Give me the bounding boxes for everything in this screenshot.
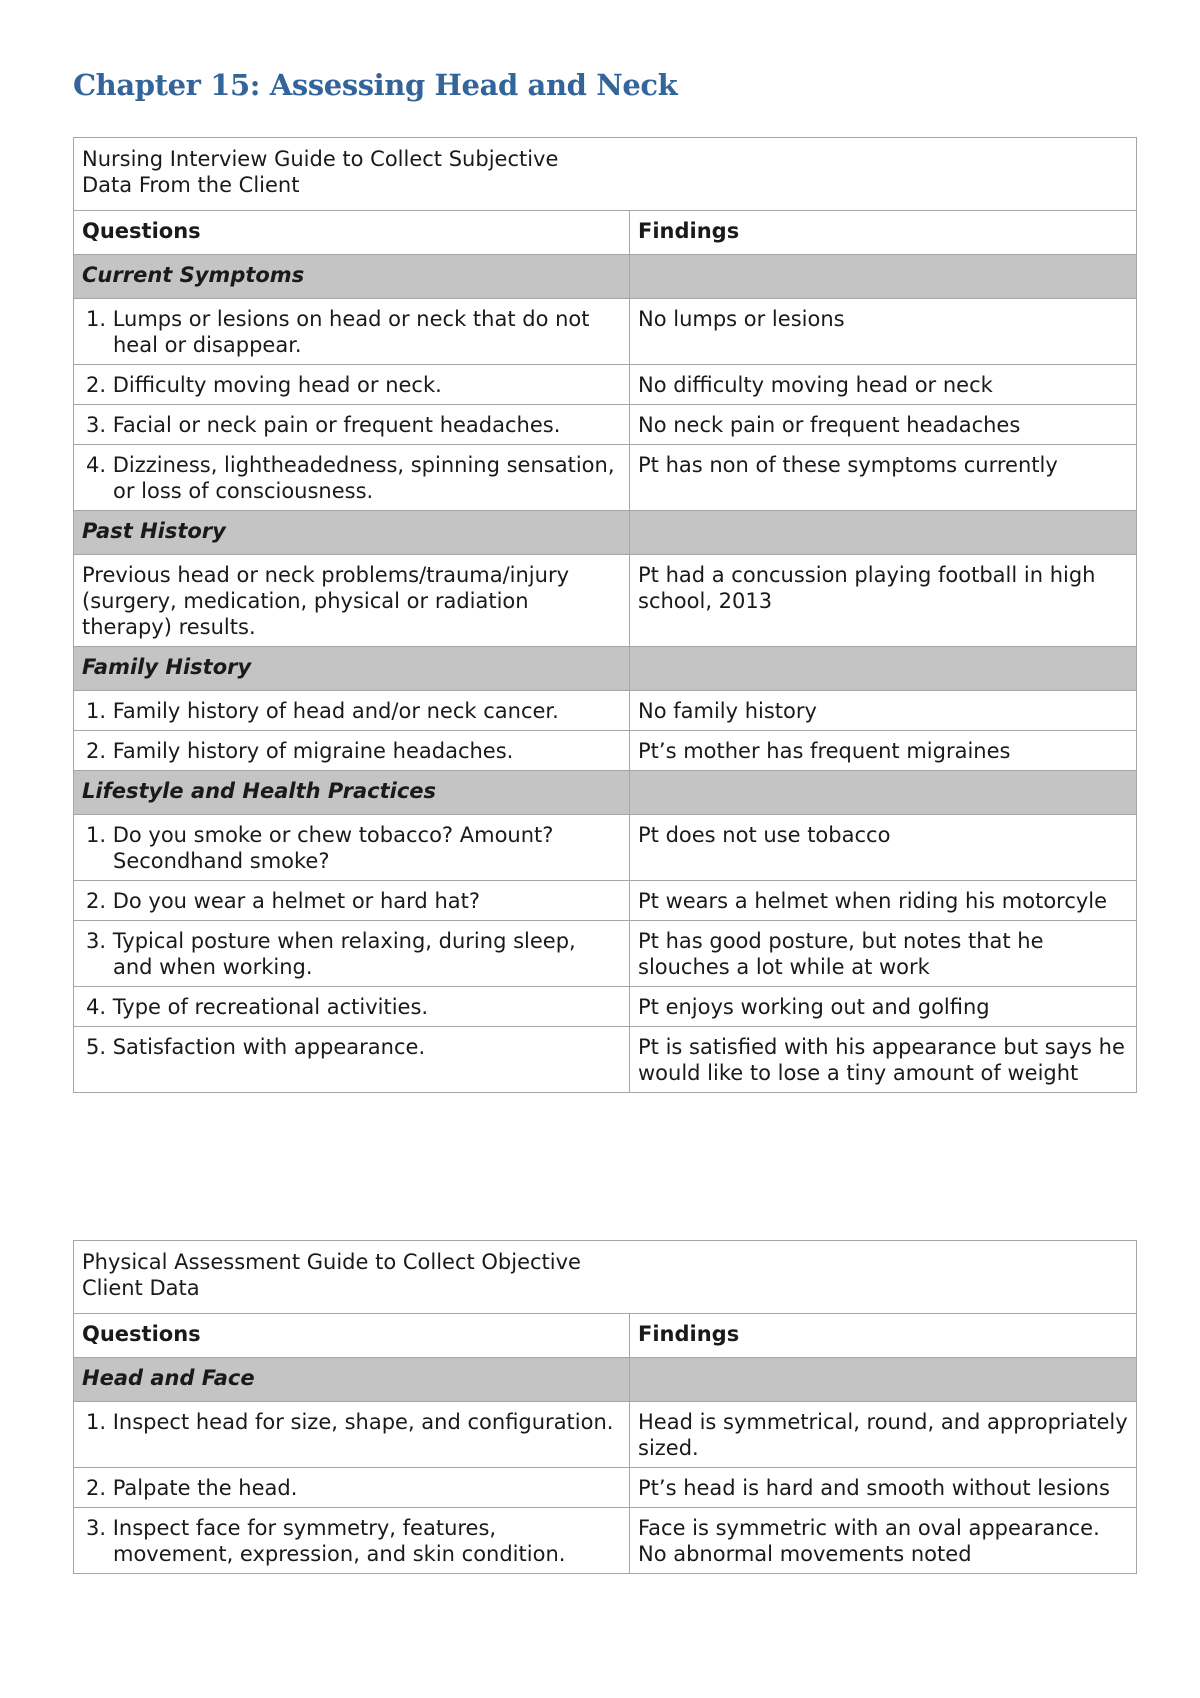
- section-filler: [630, 1358, 1137, 1402]
- findings-header: Findings: [630, 1314, 1137, 1358]
- finding-cell: Pt’s head is hard and smooth without lesions: [630, 1468, 1137, 1508]
- finding-cell: Face is symmetric with an oval appearance. No abnormal movements noted: [630, 1508, 1137, 1574]
- question-cell: [74, 445, 630, 511]
- table-row: [74, 691, 1137, 731]
- finding-cell: Pt enjoys working out and golfing: [630, 987, 1137, 1027]
- question-cell: [74, 815, 630, 881]
- question-cell: [74, 987, 630, 1027]
- finding-cell: Pt is satisfied with his appearance but says he would like to lose a tiny amount of weight: [630, 1027, 1137, 1093]
- question-text: 2. Palpate the head.: [86, 1476, 298, 1500]
- page-title: Chapter 15: Assessing Head and Neck: [73, 68, 678, 102]
- question-cell: [74, 1027, 630, 1093]
- table-row: [74, 731, 1137, 771]
- section-label: Past History: [74, 511, 630, 555]
- section-row: [74, 1358, 1137, 1402]
- question-cell: [74, 1402, 630, 1468]
- section-filler: [630, 771, 1137, 815]
- table-row: [74, 815, 1137, 881]
- table-row: [74, 1402, 1137, 1468]
- table-caption-row: [74, 1241, 1137, 1314]
- question-text: 1. Inspect head for size, shape, and configuration.: [86, 1410, 614, 1434]
- section-label: Head and Face: [74, 1358, 630, 1402]
- section-filler: [630, 255, 1137, 299]
- question-cell: [74, 1468, 630, 1508]
- finding-cell: Pt had a concussion playing football in high school, 2013: [630, 555, 1137, 647]
- question-text: 1. Do you smoke or chew tobacco? Amount? Secondhand smoke?: [86, 823, 554, 873]
- table-row: [74, 365, 1137, 405]
- question-cell: [74, 731, 630, 771]
- question-text: 1. Lumps or lesions on head or neck that do not heal or disappear.: [86, 307, 590, 357]
- column-header-row: [74, 1314, 1137, 1358]
- table-row: [74, 405, 1137, 445]
- question-cell: [74, 881, 630, 921]
- table-row: [74, 1508, 1137, 1574]
- question-text: 4. Type of recreational activities.: [86, 995, 429, 1019]
- table-caption: Nursing Interview Guide to Collect Subjective Data From the Client: [74, 138, 1137, 211]
- section-filler: [630, 647, 1137, 691]
- finding-cell: No neck pain or frequent headaches: [630, 405, 1137, 445]
- questions-header: Questions: [74, 211, 630, 255]
- table-caption: Physical Assessment Guide to Collect Objective Client Data: [74, 1241, 1137, 1314]
- finding-cell: Pt does not use tobacco: [630, 815, 1137, 881]
- finding-cell: Pt’s mother has frequent migraines: [630, 731, 1137, 771]
- question-text: 2. Do you wear a helmet or hard hat?: [86, 889, 480, 913]
- question-cell: Previous head or neck problems/trauma/injury (surgery, medication, physical or radiation therapy) results.: [74, 555, 630, 647]
- question-cell: [74, 299, 630, 365]
- finding-cell: Pt has non of these symptoms currently: [630, 445, 1137, 511]
- question-cell: [74, 691, 630, 731]
- section-row: [74, 255, 1137, 299]
- table-row: [74, 1027, 1137, 1093]
- finding-cell: No lumps or lesions: [630, 299, 1137, 365]
- subjective-data-table: [73, 137, 1137, 1093]
- question-text: 3. Typical posture when relaxing, during sleep, and when working.: [86, 929, 576, 979]
- question-text: 3. Facial or neck pain or frequent headaches.: [86, 413, 561, 437]
- question-cell: [74, 405, 630, 445]
- section-label: Family History: [74, 647, 630, 691]
- section-row: [74, 647, 1137, 691]
- question-text: 5. Satisfaction with appearance.: [86, 1035, 426, 1059]
- question-cell: [74, 921, 630, 987]
- column-header-row: [74, 211, 1137, 255]
- table-caption-row: [74, 138, 1137, 211]
- section-label: Current Symptoms: [74, 255, 630, 299]
- findings-header: Findings: [630, 211, 1137, 255]
- questions-header: Questions: [74, 1314, 630, 1358]
- section-filler: [630, 511, 1137, 555]
- question-cell: [74, 365, 630, 405]
- table-row: [74, 881, 1137, 921]
- finding-cell: Pt has good posture, but notes that he slouches a lot while at work: [630, 921, 1137, 987]
- question-text: 2. Difficulty moving head or neck.: [86, 373, 442, 397]
- table-row: [74, 987, 1137, 1027]
- question-text: 2. Family history of migraine headaches.: [86, 739, 514, 763]
- table-row: [74, 445, 1137, 511]
- table-row: [74, 921, 1137, 987]
- section-row: [74, 771, 1137, 815]
- question-text: 3. Inspect face for symmetry, features, movement, expression, and skin condition.: [86, 1516, 566, 1566]
- table-row: [74, 1468, 1137, 1508]
- question-text: 4. Dizziness, lightheadedness, spinning sensation, or loss of consciousness.: [86, 453, 615, 503]
- finding-cell: Head is symmetrical, round, and appropriately sized.: [630, 1402, 1137, 1468]
- section-label: Lifestyle and Health Practices: [74, 771, 630, 815]
- finding-cell: No family history: [630, 691, 1137, 731]
- table-row: [74, 299, 1137, 365]
- question-text: 1. Family history of head and/or neck cancer.: [86, 699, 559, 723]
- finding-cell: No difficulty moving head or neck: [630, 365, 1137, 405]
- question-cell: [74, 1508, 630, 1574]
- finding-cell: Pt wears a helmet when riding his motorcyle: [630, 881, 1137, 921]
- section-row: [74, 511, 1137, 555]
- objective-data-table: [73, 1240, 1137, 1574]
- table-row: [74, 555, 1137, 647]
